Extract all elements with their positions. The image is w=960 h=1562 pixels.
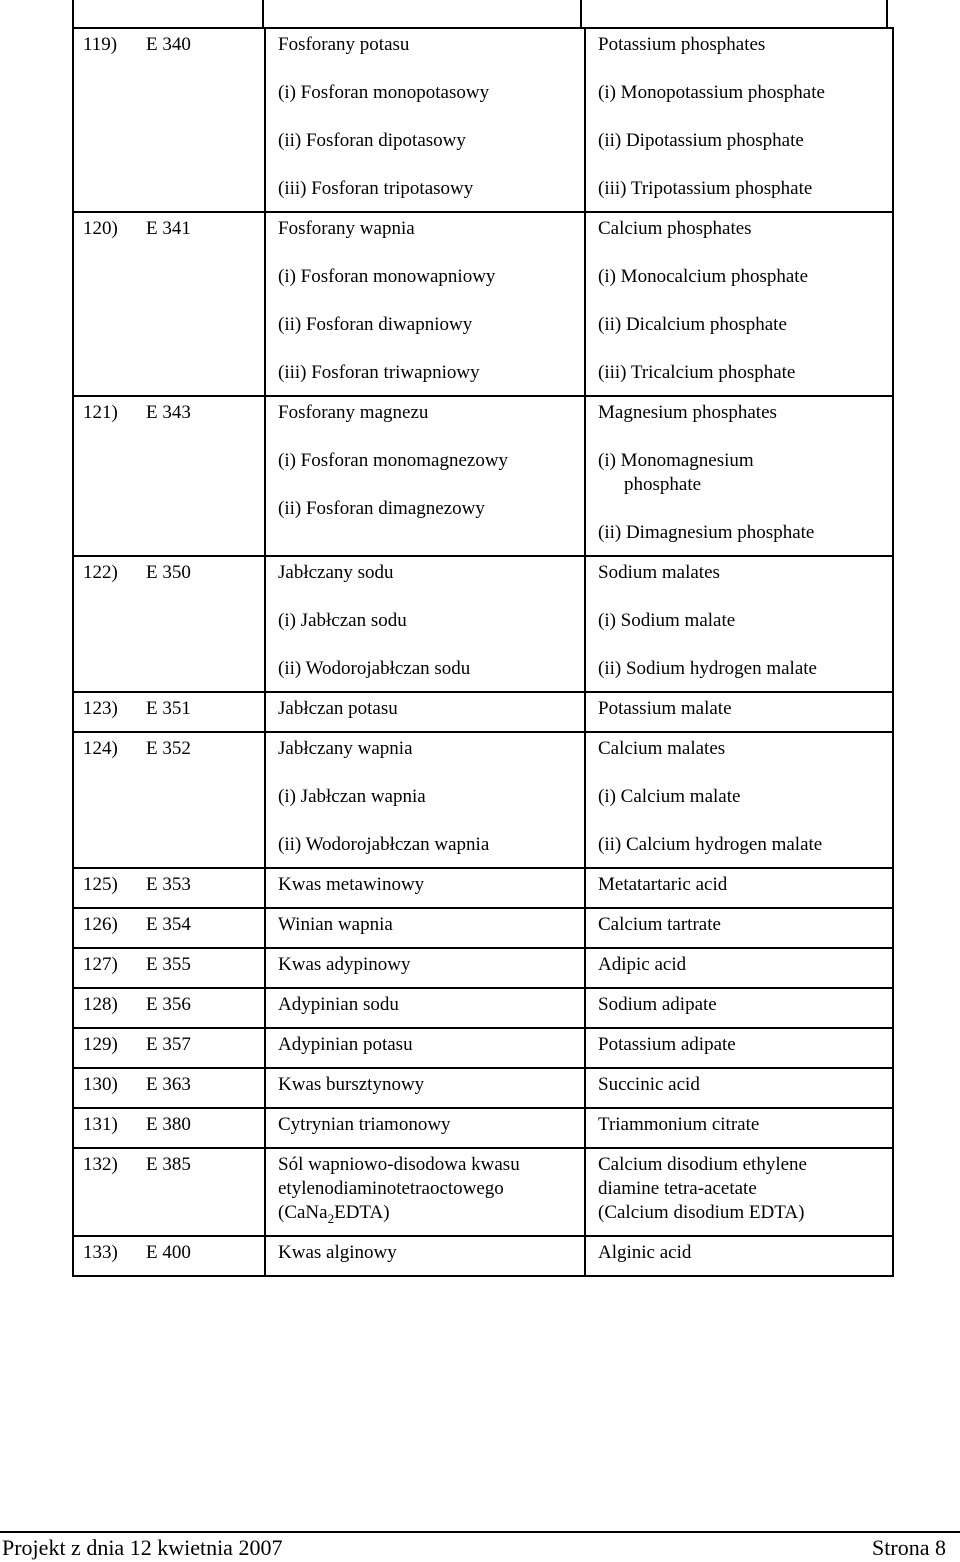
table-row — [73, 556, 893, 692]
polish-name: (ii) Wodorojabłczan wapnia — [278, 834, 490, 855]
table-row — [73, 1148, 893, 1236]
english-name: Sodium adipate — [598, 994, 717, 1015]
number-code-cell — [73, 908, 265, 948]
polish-name-cell — [265, 732, 585, 868]
table-row — [73, 396, 893, 556]
row-number: 122) — [83, 562, 118, 583]
stub-line — [886, 0, 888, 28]
e-code: E 343 — [146, 402, 191, 423]
english-name-cell — [585, 396, 893, 556]
table-row — [73, 988, 893, 1028]
polish-name-cell — [265, 556, 585, 692]
english-name: (ii) Dimagnesium phosphate — [598, 522, 815, 543]
polish-name: Winian wapnia — [278, 914, 393, 935]
english-name-cell — [585, 948, 893, 988]
english-name: Calcium malates — [598, 738, 726, 759]
english-name-cell — [585, 1108, 893, 1148]
english-name: (i) Monopotassium phosphate — [598, 82, 825, 103]
english-name: Potassium malate — [598, 698, 732, 719]
number-code-cell — [73, 396, 265, 556]
english-name-cell — [585, 28, 893, 212]
e-code: E 363 — [146, 1074, 191, 1095]
chemical-formula: (CaNa$_2$EDTA) — [278, 1202, 390, 1226]
english-name: (iii) Tripotassium phosphate — [598, 178, 813, 199]
english-name: Metatartaric acid — [598, 874, 728, 895]
footer-project-date: Projekt z dnia 12 kwietnia 2007 — [2, 1535, 283, 1560]
stub-line — [262, 0, 264, 28]
polish-name: Sól wapniowo-disodowa kwasu — [278, 1154, 520, 1175]
english-name: Potassium adipate — [598, 1034, 736, 1055]
e-code: E 340 — [146, 34, 191, 55]
polish-name: Fosforany magnezu — [278, 402, 429, 423]
stub-line — [72, 0, 74, 28]
row-number: 121) — [83, 402, 118, 423]
polish-name-cell — [265, 396, 585, 556]
table-row — [73, 868, 893, 908]
row-number: 124) — [83, 738, 118, 759]
polish-name: (i) Fosforan monomagnezowy — [278, 450, 509, 471]
english-name: (Calcium disodium EDTA) — [598, 1202, 805, 1223]
english-name: Magnesium phosphates — [598, 402, 777, 423]
number-code-cell — [73, 732, 265, 868]
number-code-cell — [73, 1108, 265, 1148]
polish-name: Jabłczany wapnia — [278, 738, 413, 759]
polish-name: (ii) Fosforan dimagnezowy — [278, 498, 485, 519]
polish-name: Fosforany potasu — [278, 34, 410, 55]
e-code: E 354 — [146, 914, 191, 935]
e-code: E 350 — [146, 562, 191, 583]
polish-name: Adypinian potasu — [278, 1034, 413, 1055]
english-name: (ii) Dicalcium phosphate — [598, 314, 787, 335]
polish-name-cell — [265, 28, 585, 212]
number-code-cell — [73, 1028, 265, 1068]
e-code: E 357 — [146, 1034, 191, 1055]
polish-name: etylenodiaminotetraoctowego — [278, 1178, 504, 1199]
footer-rule — [0, 1531, 960, 1533]
english-name: Calcium disodium ethylene — [598, 1154, 807, 1175]
english-name: (i) Sodium malate — [598, 610, 736, 631]
polish-name-cell — [265, 1028, 585, 1068]
english-name: (i) Calcium malate — [598, 786, 741, 807]
polish-name: Adypinian sodu — [278, 994, 399, 1015]
english-name: diamine tetra-acetate — [598, 1178, 757, 1199]
english-name: Succinic acid — [598, 1074, 700, 1095]
e-code: E 355 — [146, 954, 191, 975]
e-code: E 400 — [146, 1242, 191, 1263]
number-code-cell — [73, 948, 265, 988]
number-code-cell — [73, 692, 265, 732]
polish-name-cell — [265, 1068, 585, 1108]
row-number: 123) — [83, 698, 118, 719]
english-name-cell — [585, 732, 893, 868]
row-number: 126) — [83, 914, 118, 935]
polish-name: (ii) Fosforan dipotasowy — [278, 130, 466, 151]
polish-name-cell — [265, 212, 585, 396]
english-name: Adipic acid — [598, 954, 687, 975]
english-name: (i) Monocalcium phosphate — [598, 266, 809, 287]
polish-name-cell — [265, 1148, 585, 1236]
polish-name: Kwas metawinowy — [278, 874, 425, 895]
e-code: E 385 — [146, 1154, 191, 1175]
row-number: 131) — [83, 1114, 118, 1135]
table-row — [73, 1236, 893, 1276]
english-name: (ii) Dipotassium phosphate — [598, 130, 804, 151]
polish-name-cell — [265, 988, 585, 1028]
row-number: 132) — [83, 1154, 118, 1175]
number-code-cell — [73, 212, 265, 396]
english-name: Potassium phosphates — [598, 34, 766, 55]
table-row — [73, 908, 893, 948]
row-number: 127) — [83, 954, 118, 975]
english-name-cell — [585, 1028, 893, 1068]
number-code-cell — [73, 1236, 265, 1276]
table-row — [73, 212, 893, 396]
english-name-cell — [585, 908, 893, 948]
english-name-cell — [585, 988, 893, 1028]
stub-line — [580, 0, 582, 28]
english-name-cell — [585, 556, 893, 692]
polish-name: (ii) Wodorojabłczan sodu — [278, 658, 471, 679]
table-row — [73, 1108, 893, 1148]
table-row — [73, 1068, 893, 1108]
e-code: E 380 — [146, 1114, 191, 1135]
polish-name: (iii) Fosforan tripotasowy — [278, 178, 474, 199]
english-name: Alginic acid — [598, 1242, 692, 1263]
e-code: E 353 — [146, 874, 191, 895]
english-name-cell — [585, 1148, 893, 1236]
row-number: 128) — [83, 994, 118, 1015]
polish-name: Kwas adypinowy — [278, 954, 411, 975]
table-row — [73, 732, 893, 868]
footer-page-number: Strona 8 — [872, 1535, 946, 1560]
polish-name: Kwas bursztynowy — [278, 1074, 425, 1095]
english-name: (i) Monomagnesium — [598, 450, 754, 471]
english-name: phosphate — [624, 474, 702, 495]
e-code: E 356 — [146, 994, 191, 1015]
english-name-cell — [585, 1236, 893, 1276]
polish-name: Cytrynian triamonowy — [278, 1114, 451, 1135]
polish-name: Kwas alginowy — [278, 1242, 397, 1263]
e-code: E 352 — [146, 738, 191, 759]
polish-name: (i) Fosforan monowapniowy — [278, 266, 496, 287]
table-row — [73, 1028, 893, 1068]
polish-name: Fosforany wapnia — [278, 218, 415, 239]
polish-name: (i) Jabłczan wapnia — [278, 786, 426, 807]
english-name-cell — [585, 868, 893, 908]
table-row — [73, 692, 893, 732]
polish-name: Jabłczan potasu — [278, 698, 398, 719]
english-name: (iii) Tricalcium phosphate — [598, 362, 796, 383]
number-code-cell — [73, 868, 265, 908]
table-continuation-lines — [72, 0, 888, 28]
number-code-cell — [73, 1148, 265, 1236]
number-code-cell — [73, 556, 265, 692]
english-name: Calcium phosphates — [598, 218, 752, 239]
english-name: Sodium malates — [598, 562, 720, 583]
row-number: 119) — [83, 34, 118, 55]
polish-name-cell — [265, 1236, 585, 1276]
row-number: 130) — [83, 1074, 118, 1095]
number-code-cell — [73, 1068, 265, 1108]
row-number: 120) — [83, 218, 118, 239]
e-code: E 341 — [146, 218, 191, 239]
polish-name-cell — [265, 908, 585, 948]
english-name: (ii) Calcium hydrogen malate — [598, 834, 823, 855]
english-name-cell — [585, 1068, 893, 1108]
english-name: Calcium tartrate — [598, 914, 721, 935]
polish-name: (ii) Fosforan diwapniowy — [278, 314, 473, 335]
table-row — [73, 28, 893, 212]
polish-name: (i) Jabłczan sodu — [278, 610, 407, 631]
english-name: Triammonium citrate — [598, 1114, 760, 1135]
polish-name-cell — [265, 1108, 585, 1148]
e-code: E 351 — [146, 698, 191, 719]
additives-table — [72, 27, 894, 1277]
english-name-cell — [585, 692, 893, 732]
row-number: 125) — [83, 874, 118, 895]
row-number: 129) — [83, 1034, 118, 1055]
polish-name-cell — [265, 692, 585, 732]
polish-name: (i) Fosforan monopotasowy — [278, 82, 490, 103]
english-name: (ii) Sodium hydrogen malate — [598, 658, 817, 679]
polish-name: Jabłczany sodu — [278, 562, 394, 583]
table-row — [73, 948, 893, 988]
number-code-cell — [73, 988, 265, 1028]
english-name-cell — [585, 212, 893, 396]
row-number: 133) — [83, 1242, 118, 1263]
polish-name-cell — [265, 868, 585, 908]
polish-name: (iii) Fosforan triwapniowy — [278, 362, 480, 383]
number-code-cell — [73, 28, 265, 212]
polish-name-cell — [265, 948, 585, 988]
